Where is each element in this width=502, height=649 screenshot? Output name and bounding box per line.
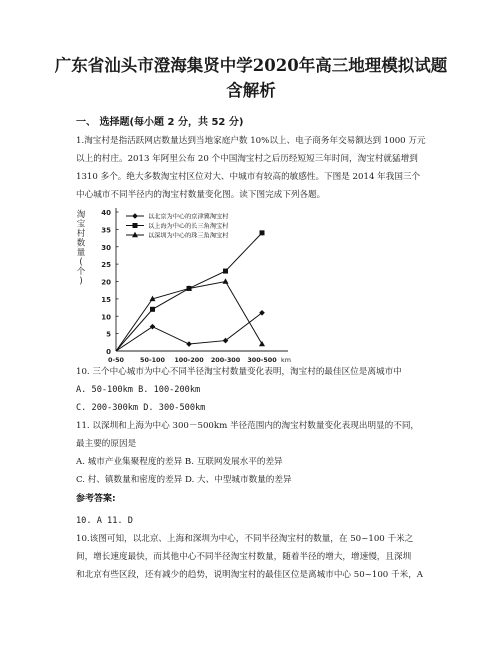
y-axis-label-char: 个: [76, 267, 86, 277]
y-tick-label: 30: [101, 243, 111, 252]
explanation-line: 10.该图可知，以北京、上海和深圳为中心，不同半径淘宝村的数量，在 50~100 千米之: [76, 534, 414, 544]
y-axis-label-char: 淘: [76, 210, 86, 220]
x-tick-label: 200-300: [210, 356, 241, 364]
y-axis-label-char: 宝: [76, 219, 86, 230]
question-10-options-cd: C. 200-300km D. 300-500km: [76, 403, 206, 413]
data-point-diamond: [186, 341, 192, 347]
question-11-line2: 最主要的原因是: [76, 439, 137, 449]
intro-line: 中心城市不同半径内的淘宝村数量变化图。读下图完成下列各题。: [76, 190, 326, 200]
x-tick-label: 50-100: [140, 356, 165, 364]
explanation-line: 和北京有些区段，还有减少的趋势，说明淘宝村的最佳区位是离城市中心 50~100 千米，A: [76, 570, 423, 580]
y-tick-label: 5: [106, 330, 111, 339]
y-tick-label: 10: [101, 313, 111, 322]
x-tick-label: 100-200: [174, 356, 204, 364]
y-axis-label-char: ): [79, 276, 83, 287]
y-tick-label: 35: [101, 226, 111, 235]
series-line: [116, 282, 262, 352]
legend-label: 以北京为中心的京津冀淘宝村: [148, 213, 229, 221]
document-title-line1: 广东省汕头市澄海集贤中学2020年高三地理模拟试题: [54, 56, 448, 75]
intro-line: 1.淘宝村是指活跃网店数量达到当地家庭户数 10%以上、电子商务年交易额达到 1000 万元: [76, 136, 426, 146]
legend-label: 以上海为中心的长三角淘宝村: [148, 222, 229, 230]
y-tick-label: 0: [106, 348, 111, 356]
x-tick-label: 300-500: [247, 356, 277, 364]
question-10-options-ab: A. 50-100km B. 100-200km: [76, 385, 201, 395]
data-point-diamond: [150, 324, 156, 330]
y-axis-label-char: 数: [76, 238, 86, 249]
question-11-options-cd: C. 村、镇数量和密度的差异 D. 大、中型城市数量的差异: [76, 475, 292, 485]
y-axis-label-char: 村: [76, 229, 86, 239]
data-point-square: [223, 269, 228, 274]
explanation-line: 间，增长速度最快，而其他中心不同半径淘宝村数量，随着半径的增大，增速慢，且深圳: [76, 552, 412, 562]
y-axis-label-char: (: [79, 257, 83, 268]
document-title-line2: 含解析: [226, 81, 276, 100]
intro-line: 1310 多个。绝大多数淘宝村区位对大、中城市有较高的敏感性。下图是 2014 年我国三个: [76, 172, 421, 182]
y-axis-label: [77, 209, 86, 287]
legend-label: 以深圳为中心的珠三角淘宝村: [148, 232, 229, 240]
answer-heading: 参考答案:: [76, 494, 116, 504]
series-line: [116, 233, 262, 351]
y-tick-label: 20: [101, 278, 111, 287]
line-chart: [72, 204, 312, 372]
question-11: 11. 以深圳和上海为中心 300－500km 半径范围内的淘宝村数量变化表现出明显的不同，: [76, 421, 420, 431]
data-point-square: [150, 307, 155, 312]
data-point-triangle: [259, 341, 265, 346]
data-point-diamond: [132, 213, 138, 219]
intro-line: 以上的村庄。2013 年阿里公布 20 个中国淘宝村之后历经短短三年时间，淘宝村就猛增到: [76, 154, 418, 164]
question-10: 10. 三个中心城市为中心不同半径淘宝村数量变化表明，淘宝村的最佳区位是离城市中: [76, 367, 402, 377]
data-point-square: [133, 223, 138, 228]
data-point-square: [260, 230, 265, 235]
y-tick-label: 15: [101, 295, 111, 304]
x-tick-label: 0-50: [108, 356, 124, 364]
data-point-triangle: [223, 278, 229, 283]
section-heading: 一、 选择题(每小题 2 分，共 52 分): [76, 117, 244, 128]
question-11-options-ab: A. 城市产业集聚程度的差异 B. 互联网发展水平的差异: [76, 457, 283, 467]
y-axis-label-char: 量: [76, 248, 86, 258]
y-tick-label: 40: [101, 209, 111, 217]
answer-line: 10. A 11. D: [76, 516, 133, 526]
y-tick-label: 25: [101, 261, 111, 270]
x-axis-unit: km: [281, 356, 291, 364]
data-point-triangle: [132, 232, 138, 237]
